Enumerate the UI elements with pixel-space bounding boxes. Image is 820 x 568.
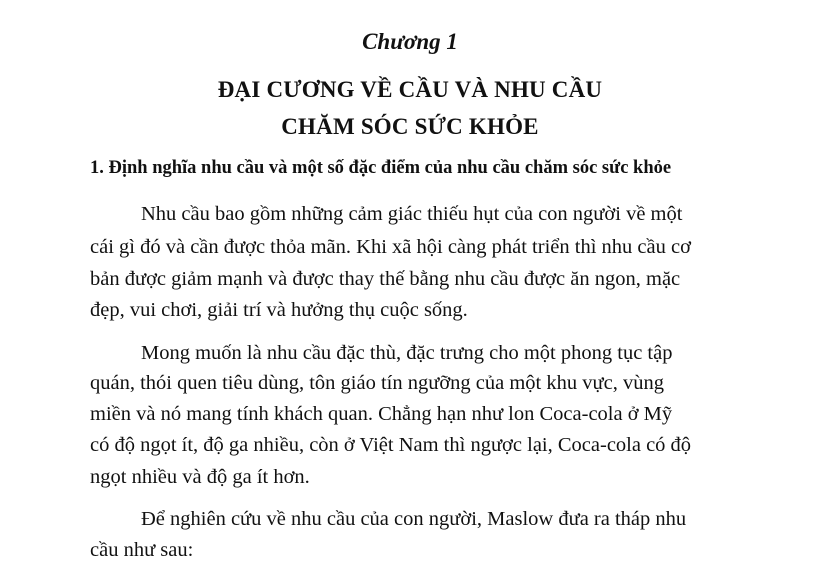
paragraph-2-line-2: quán, thói quen tiêu dùng, tôn giáo tín ngưỡng của một khu vực, vùng — [90, 372, 664, 394]
chapter-label: Chương 1 — [362, 29, 458, 54]
paragraph-2-line-4: có độ ngọt ít, độ ga nhiều, còn ở Việt Nam thì ngược lại, Coca-cola có độ — [90, 434, 692, 456]
paragraph-1-line-1: Nhu cầu bao gồm những cảm giác thiếu hụt của con người về một — [141, 203, 683, 225]
paragraph-2-line-5: ngọt nhiều và độ ga ít hơn. — [90, 466, 310, 488]
chapter-title-line-2: CHĂM SÓC SỨC KHỎE — [281, 114, 539, 139]
chapter-title-line-1: ĐẠI CƯƠNG VỀ CẦU VÀ NHU CẦU — [217, 77, 603, 102]
paragraph-2-line-1: Mong muốn là nhu cầu đặc thù, đặc trưng cho một phong tục tập — [141, 342, 673, 364]
paragraph-2-line-3: miền và nó mang tính khách quan. Chẳng hạn như lon Coca-cola ở Mỹ — [90, 403, 673, 425]
paragraph-1-line-2: cái gì đó và cần được thỏa mãn. Khi xã hội càng phát triển thì nhu cầu cơ — [90, 236, 691, 258]
paragraph-3-line-2: cầu như sau: — [90, 539, 194, 561]
section-heading: 1. Định nghĩa nhu cầu và một số đặc điểm của nhu cầu chăm sóc sức khỏe — [90, 158, 672, 178]
paragraph-1-line-4: đẹp, vui chơi, giải trí và hưởng thụ cuộc sống. — [90, 299, 468, 321]
paragraph-3-line-1: Để nghiên cứu về nhu cầu của con người, Maslow đưa ra tháp nhu — [141, 508, 687, 530]
paragraph-1-line-3: bản được giảm mạnh và được thay thế bằng nhu cầu được ăn ngon, mặc — [90, 268, 681, 290]
